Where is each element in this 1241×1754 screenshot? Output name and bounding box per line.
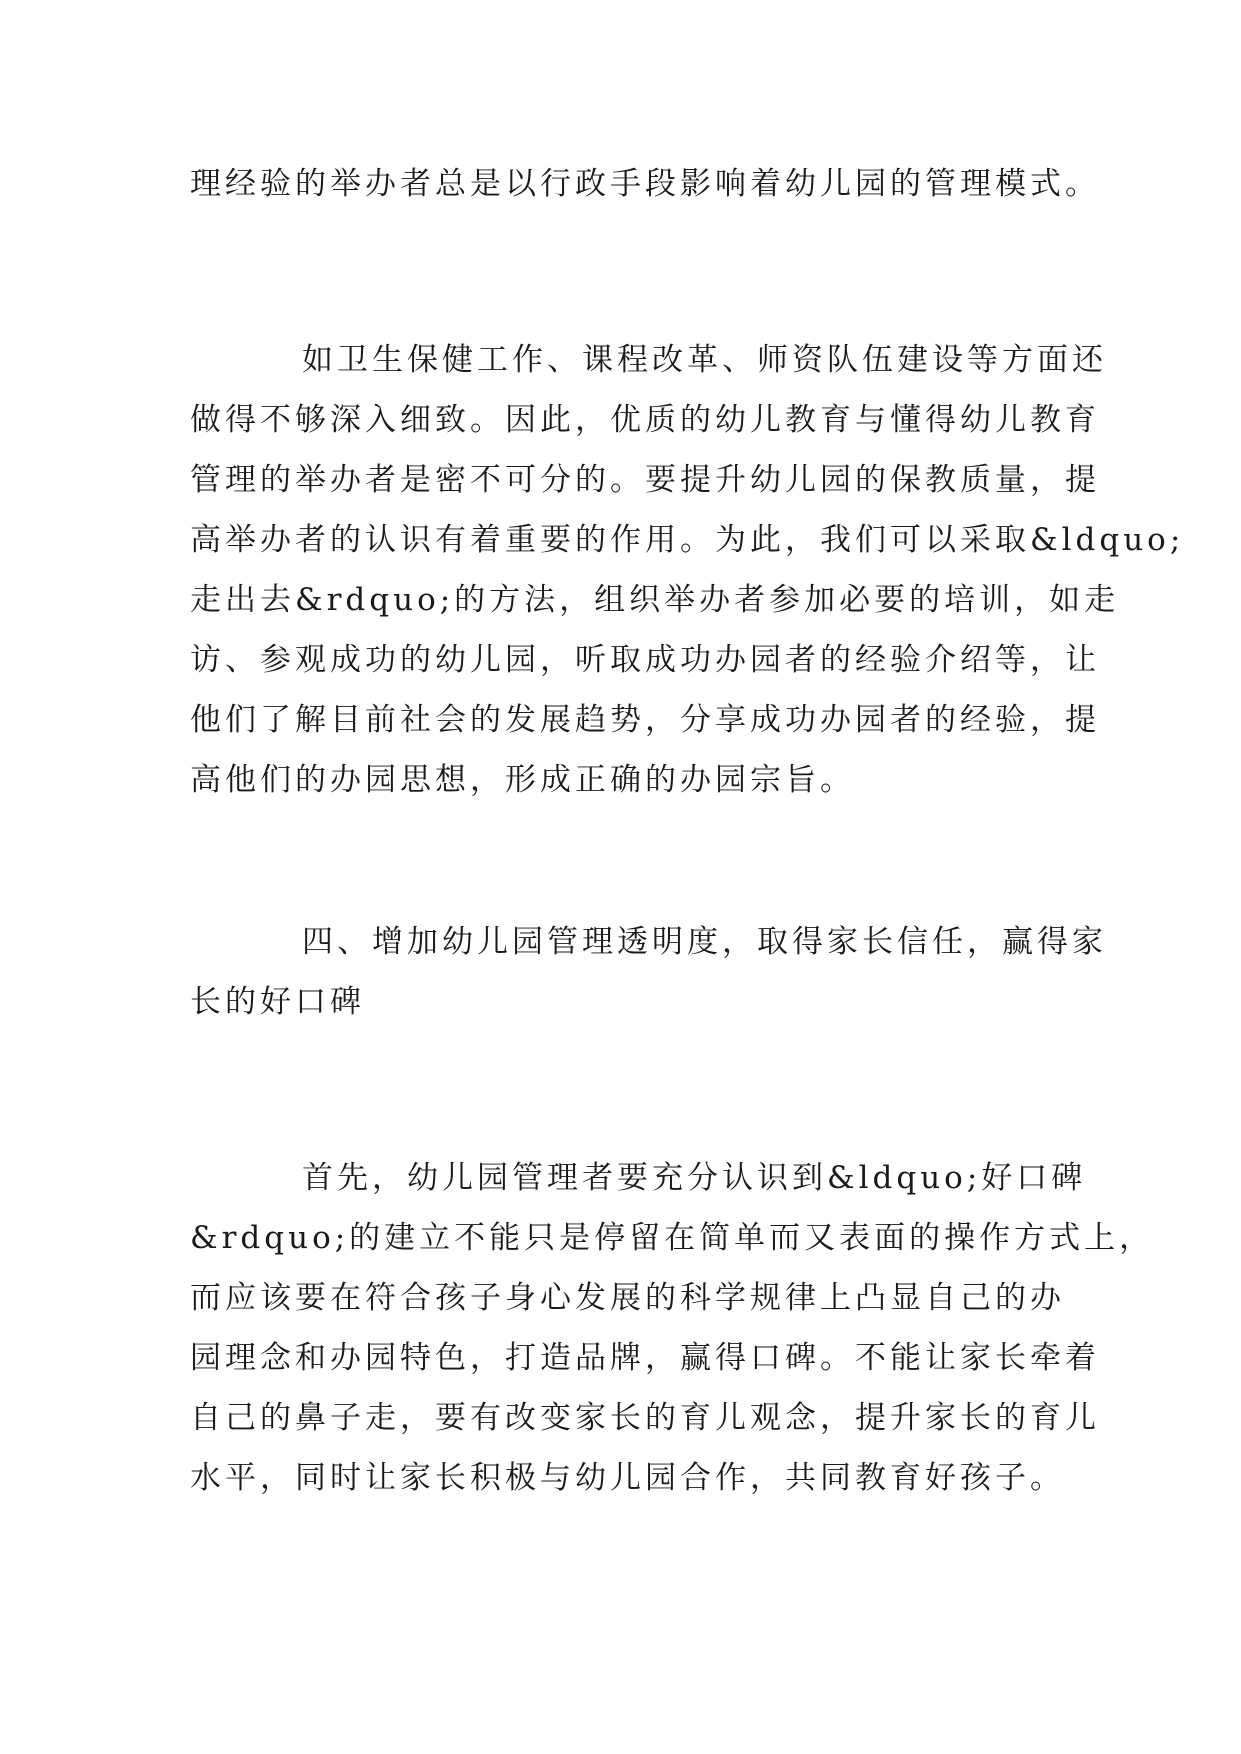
paragraph-line: 如卫生保健工作、课程改革、师资队伍建设等方面还: [302, 342, 1107, 378]
section-heading: [190, 912, 1107, 1032]
paragraph-line: 做得不够深入细致。因此，优质的幼儿教育与懂得幼儿教育: [190, 402, 1100, 438]
paragraph-line: 他们了解目前社会的发展趋势，分享成功办园者的经验，提: [190, 702, 1100, 738]
paragraph-line: 访、参观成功的幼儿园，听取成功办园者的经验介绍等，让: [190, 642, 1100, 678]
paragraph-line: &rdquo;的建立不能只是停留在简单而又表面的操作方式上，: [190, 1220, 1155, 1256]
paragraph-line: 水平，同时让家长积极与幼儿园合作，共同教育好孩子。: [190, 1460, 1065, 1496]
paragraph-line: 而应该要在符合孩子身心发展的科学规律上凸显自己的办: [190, 1280, 1065, 1316]
paragraph-line: 走出去&rdquo;的方法，组织举办者参加必要的培训，如走: [190, 582, 1120, 618]
paragraph-line: 高他们的办园思想，形成正确的办园宗旨。: [190, 762, 855, 798]
paragraph-line: 首先，幼儿园管理者要充分认识到&ldquo;好口碑: [302, 1160, 1087, 1196]
heading-line: 四、增加幼儿园管理透明度，取得家长信任，赢得家: [302, 924, 1107, 960]
paragraph-line: 园理念和办园特色，打造品牌，赢得口碑。不能让家长牵着: [190, 1340, 1100, 1376]
paragraph-reputation: [190, 1148, 1155, 1508]
paragraph-line: 自己的鼻子走，要有改变家长的育儿观念，提升家长的育儿: [190, 1400, 1100, 1436]
heading-line: 长的好口碑: [190, 984, 365, 1020]
paragraph-line: 高举办者的认识有着重要的作用。为此，我们可以采取&ldquo;: [190, 522, 1185, 558]
paragraph-line: 管理的举办者是密不可分的。要提升幼儿园的保教质量，提: [190, 462, 1100, 498]
paragraph-line: 理经验的举办者总是以行政手段影响着幼儿园的管理模式。: [190, 166, 1100, 202]
paragraph-continuation: [190, 154, 1100, 214]
paragraph-training: [190, 330, 1185, 810]
